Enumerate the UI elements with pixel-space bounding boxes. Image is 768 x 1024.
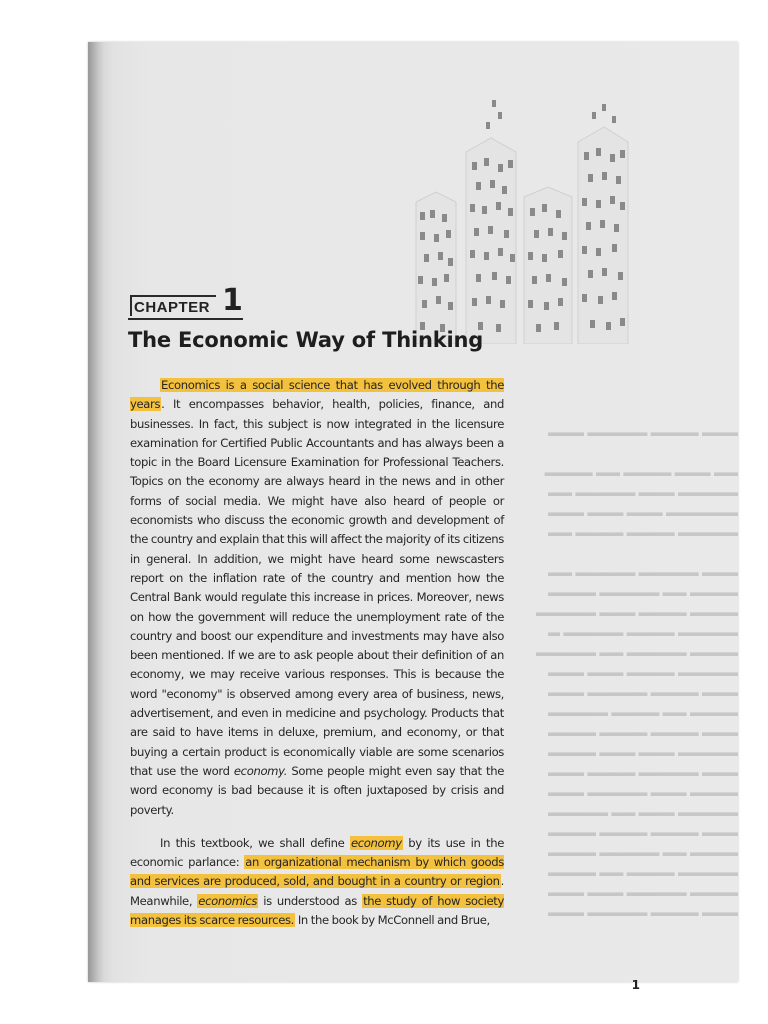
- highlight: economics: [198, 893, 258, 908]
- paragraph-2: In this textbook, we shall define economy by its use in the economic parlance: an organizational mechanism by which goods and services are produced, sold, and bought in a country or region. Meanwhile, economics is understood as the study of how society manages its scarce resources. In the book by McConnell and Brue,: [130, 835, 505, 928]
- book-page: [88, 42, 738, 992]
- highlight: economy: [350, 835, 402, 850]
- chapter-number: 1: [222, 283, 243, 318]
- highlight: an organizational mechanism by which goods and services are produced, sold, and bought in a country or region: [130, 855, 504, 889]
- page-number: 1: [631, 978, 640, 992]
- highlight: Economics is a social science that has evolved through the years: [130, 378, 504, 412]
- chapter-label: CHAPTER: [130, 295, 216, 316]
- emphasis: economy.: [233, 763, 288, 778]
- paragraph-1: Economics is a social science that has evolved through the years. It encompasses behavior, health, policies, finance, and businesses. In fact, this subject is now integrated in the licensure examination for Certified Public Accountants and has always been a topic in the Board Licensure Examination for Professional Teachers. Topics on the economy are always heard in the news and in other forms of social media. We might have also heard of people or economists who discuss the economic growth and development of the country and explain that this will affect the majority of its citizens in general. In addition, we might have heard some newscasters report on the inflation rate of the country and mention how the Central Bank would regulate this increase in prices. Moreover, news on how the government will reduce the unemployment rate of the country and boost our expenditure and investments may have also been mentioned. If we are to ask people about their definition of an economy, we may receive various responses. This is because the word "economy" is observed among every area of business, news, advertisement, and even in medicine and psychology. Products that are said to have items in deluxe, premium, and economy, or that buying a certain product is economically viable are some scenarios that use the word economy. Some people might even say that the word economy is bad because it is often juxtaposed by crisis and poverty.: [130, 378, 505, 817]
- buildings-illustration: [406, 82, 636, 344]
- chapter-title: The Economic Way of Thinking: [128, 328, 484, 352]
- bleed-through-text: ▬▬▬ ▬▬▬▬ ▬▬▬▬▬ ▬▬▬ ▬▬ ▬▬▬ ▬▬▬▬ ▬▬ ▬▬▬▬ ▬▬▬▬▬ ▬▬▬ ▬▬▬▬▬ ▬▬ ▬▬▬▬▬▬ ▬▬▬ ▬▬▬ ▬▬▬ ▬▬▬▬▬ ▬▬▬▬ ▬▬▬▬ ▬▬ ▬▬▬ ▬▬▬▬▬ ▬▬▬▬▬ ▬▬ ▬▬▬▬ ▬▬ ▬▬▬▬▬ ▬▬▬▬ ▬▬▬▬ ▬▬▬▬ ▬▬▬ ▬▬▬▬▬ ▬▬▬▬▬ ▬▬▬▬ ▬▬▬▬▬ ▬ ▬▬▬▬ ▬▬▬▬▬ ▬▬ ▬▬▬▬▬ ▬▬▬▬▬ ▬▬▬▬ ▬▬▬ ▬▬▬ ▬▬▬ ▬▬▬▬ ▬▬▬▬▬ ▬▬▬ ▬▬▬▬ ▬▬ ▬▬▬▬ ▬▬▬▬▬ ▬▬▬ ▬▬▬▬ ▬▬▬▬ ▬▬▬▬ ▬▬▬▬▬ ▬▬▬ ▬▬▬ ▬▬▬▬ ▬▬▬ ▬▬▬▬▬ ▬▬▬▬ ▬▬▬ ▬▬▬▬ ▬▬▬ ▬▬▬▬▬ ▬▬▬ ▬▬▬▬▬ ▬▬▬ ▬▬ ▬▬▬▬▬ ▬▬▬ ▬▬▬▬ ▬▬▬▬ ▬▬▬▬ ▬▬▬▬ ▬▬ ▬▬▬▬▬ ▬▬▬▬ ▬▬▬▬▬ ▬▬▬▬ ▬▬ ▬▬▬▬ ▬▬▬▬ ▬▬▬▬▬ ▬▬▬ ▬▬▬ ▬▬▬ ▬▬▬▬ ▬▬▬▬▬ ▬▬▬: [535, 425, 738, 919]
- spine-shadow: [88, 42, 104, 982]
- chapter-heading: [128, 283, 243, 320]
- body-text: [130, 376, 504, 930]
- highlight: the study of how society manages its scarce resources.: [130, 893, 505, 928]
